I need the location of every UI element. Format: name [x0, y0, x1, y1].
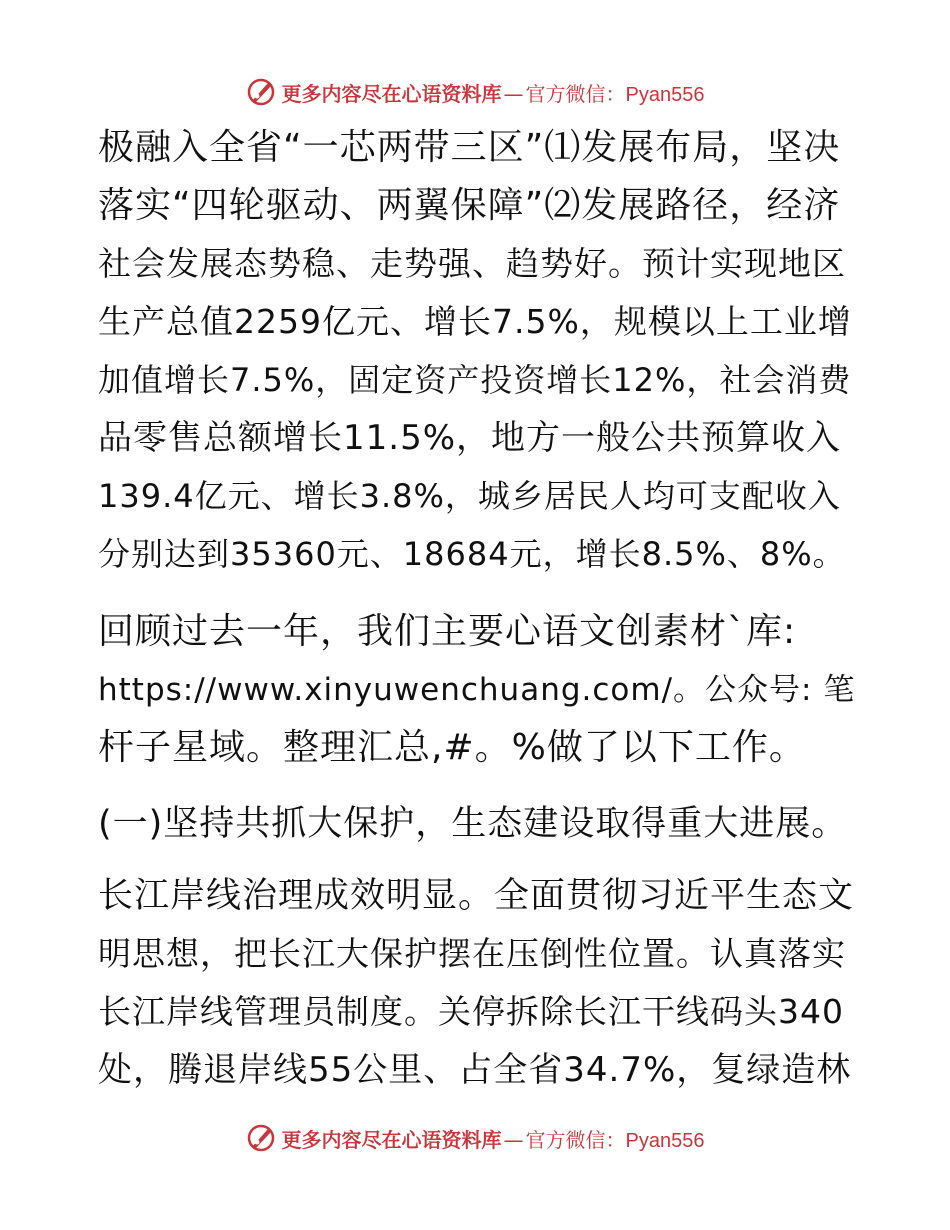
watermark-dash: —	[503, 81, 524, 106]
watermark-sub: 官方微信：	[525, 81, 626, 106]
watermark-main: 更多内容尽在心语资料库	[281, 81, 502, 106]
quill-seal-icon	[246, 77, 276, 107]
quill-seal-icon	[246, 1123, 276, 1153]
watermark-id: Pyan556	[625, 1129, 705, 1152]
body-line: 品零售总额增长11.5%，地方一般公共预算收入	[98, 418, 842, 458]
body-line: 长江岸线治理成效明显。全面贯彻习近平生态文	[98, 876, 855, 916]
watermark-main: 更多内容尽在心语资料库	[281, 1127, 502, 1152]
body-line: 社会发展态势稳、走势强、趋势好。预计实现地区	[98, 244, 846, 283]
body-line: 生产总值2259亿元、增长7.5%，规模以上工业增	[98, 302, 852, 341]
body-line: 处，腾退岸线55公里、占全省34.7%，复绿造林	[98, 1050, 852, 1090]
body-line: https://www.xinyuwenchuang.com/。公众号: 笔	[98, 672, 856, 708]
watermark-dash: —	[503, 1127, 524, 1152]
watermark-banner-bottom	[0, 1118, 950, 1158]
watermark-id: Pyan556	[625, 83, 705, 106]
body-line: 落实“四轮驱动、两翼保障”⑵发展路径，经济	[98, 185, 841, 226]
body-line: 139.4亿元、增长3.8%，城乡居民人均可支配收入	[98, 477, 841, 515]
body-line: 回顾过去一年，我们主要心语文创素材`库:	[98, 611, 797, 652]
watermark-sub: 官方微信：	[525, 1127, 626, 1152]
watermark-text	[282, 78, 705, 107]
watermark-banner-top	[0, 72, 950, 112]
body-line: 长江岸线管理员制度。关停拆除长江干线码头340	[98, 992, 844, 1031]
body-line: 分别达到35360元、18684元，增长8.5%、8%。	[98, 535, 846, 573]
body-line: 杆子星域。整理汇总,#。%做了以下工作。	[98, 727, 806, 768]
section-heading: (一)坚持共抓大保护，生态建设取得重大进展。	[98, 804, 848, 844]
body-line: 极融入全省“一芯两带三区”⑴发展布局，坚决	[98, 127, 841, 168]
watermark-text	[282, 1124, 705, 1153]
body-line: 明思想，把长江大保护摆在压倒性位置。认真落实	[98, 934, 846, 973]
body-line: 加值增长7.5%，固定资产投资增长12%，社会消费	[98, 361, 852, 399]
